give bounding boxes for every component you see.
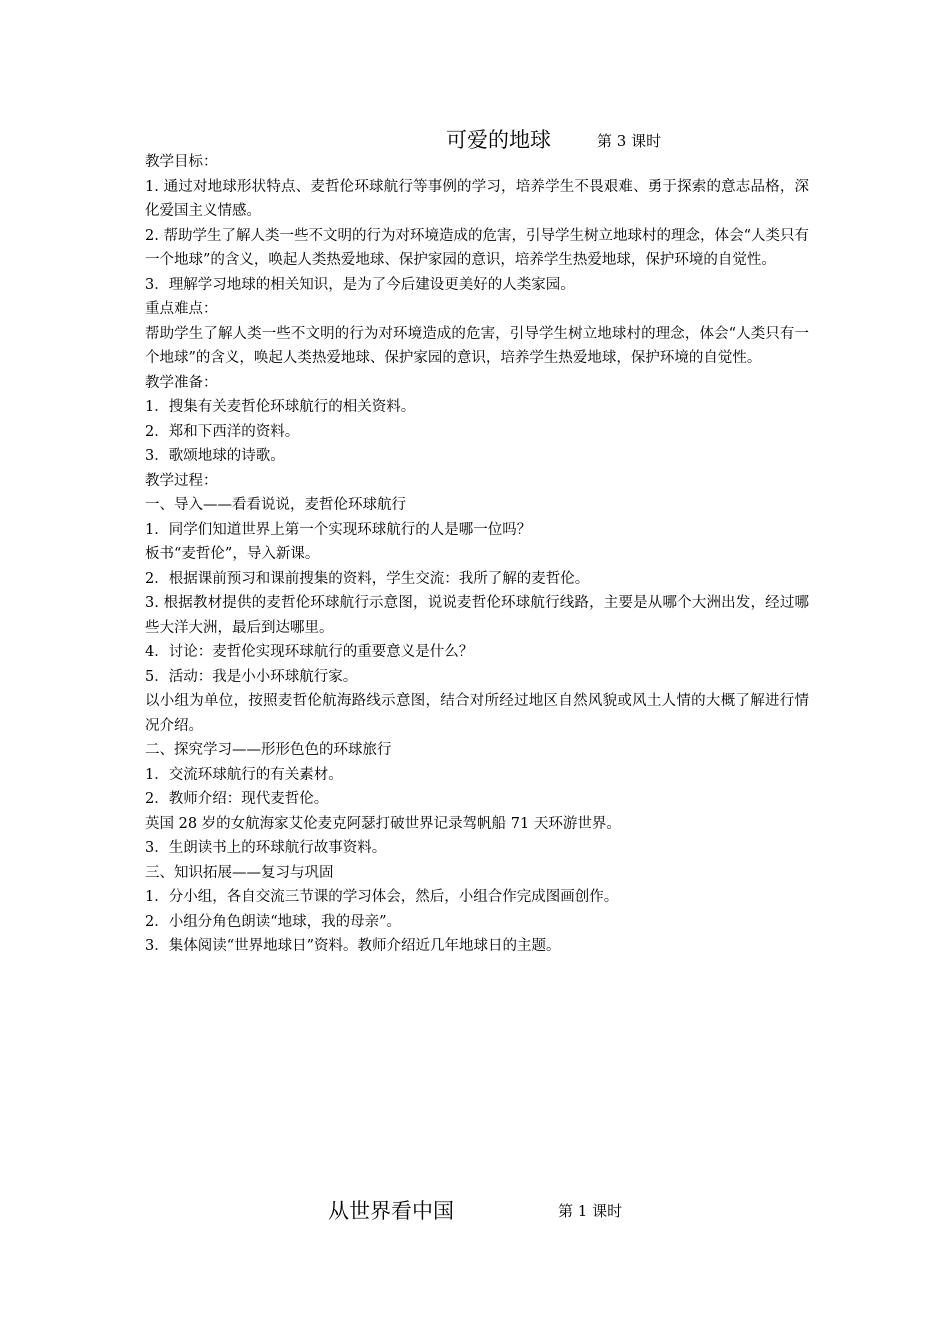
lesson-body bbox=[145, 150, 809, 959]
paragraph: 3．集体阅读“世界地球日”资料。教师介绍近几年地球日的主题。 bbox=[145, 938, 561, 954]
paragraph: 5．活动：我是小小环球航行家。 bbox=[145, 668, 358, 685]
paragraph: 3．生朗读书上的环球航行故事资料。 bbox=[145, 840, 387, 856]
paragraph: 3. 根据教材提供的麦哲伦环球航行示意图，说说麦哲伦环球航行线路，主要是从哪个大洲出发，经过哪些大洋大洲，最后到达哪里。 bbox=[145, 595, 809, 636]
section-heading-goals: 教学目标： bbox=[145, 154, 218, 170]
paragraph: 帮助学生了解人类一些不文明的行为对环境造成的危害，引导学生树立地球村的理念，体会“人类只有一个地球”的含义，唤起人类热爱地球、保护家园的意识，培养学生热爱地球，保护环境的自觉性。 bbox=[145, 325, 809, 366]
paragraph: 4．讨论：麦哲伦实现环球航行的重要意义是什么？ bbox=[145, 644, 474, 660]
paragraph: 2．小组分角色朗读“地球，我的母亲”。 bbox=[145, 913, 402, 930]
paragraph: 2．教师介绍：现代麦哲伦。 bbox=[145, 791, 329, 807]
section-heading-process: 教学过程： bbox=[145, 472, 218, 489]
paragraph: 2．郑和下西洋的资料。 bbox=[145, 423, 300, 440]
paragraph: 一、导入——看看说说，麦哲伦环球航行 bbox=[145, 497, 406, 513]
section-heading-preparation: 教学准备： bbox=[145, 374, 218, 391]
next-lesson-title: 从世界看中国 bbox=[328, 1199, 454, 1223]
section-heading-key-points: 重点难点： bbox=[145, 301, 218, 317]
paragraph: 板书“麦哲伦”，导入新课。 bbox=[145, 546, 320, 562]
paragraph: 三、知识拓展——复习与巩固 bbox=[145, 864, 334, 881]
next-lesson-period: 第 1 课时 bbox=[558, 1202, 623, 1220]
paragraph: 1．同学们知道世界上第一个实现环球航行的人是哪一位吗？ bbox=[145, 521, 532, 538]
paragraph: 1．交流环球航行的有关素材。 bbox=[145, 766, 343, 783]
paragraph: 1．搜集有关麦哲伦环球航行的相关资料。 bbox=[145, 399, 416, 415]
paragraph: 1. 通过对地球形状特点、麦哲伦环球航行等事例的学习，培养学生不畏艰难、勇于探索的意志品格，深化爱国主义情感。 bbox=[145, 178, 809, 219]
lesson-title: 可爱的地球 bbox=[446, 128, 551, 152]
paragraph: 2．根据课前预习和课前搜集的资料，学生交流：我所了解的麦哲伦。 bbox=[145, 570, 590, 587]
paragraph: 2. 帮助学生了解人类一些不文明的行为对环境造成的危害，引导学生树立地球村的理念，体会“人类只有一个地球”的含义，唤起人类热爱地球、保护家园的意识，培养学生热爱地球，保护环境的自觉性。 bbox=[145, 227, 809, 268]
paragraph: 1．分小组，各自交流三节课的学习体会，然后，小组合作完成图画创作。 bbox=[145, 889, 619, 905]
paragraph: 以小组为单位，按照麦哲伦航海路线示意图，结合对所经过地区自然风貌或风土人情的大概了解进行情况介绍。 bbox=[145, 693, 809, 734]
lesson-period: 第 3 课时 bbox=[597, 132, 662, 150]
paragraph: 二、探究学习——形形色色的环球旅行 bbox=[145, 742, 392, 758]
next-lesson-title-row bbox=[328, 1195, 623, 1225]
paragraph: 英国 28 岁的女航海家艾伦麦克阿瑟打破世界记录驾帆船 71 天环游世界。 bbox=[145, 815, 621, 832]
paragraph: 3．理解学习地球的相关知识，是为了今后建设更美好的人类家园。 bbox=[145, 276, 575, 293]
paragraph: 3．歌颂地球的诗歌。 bbox=[145, 448, 285, 464]
